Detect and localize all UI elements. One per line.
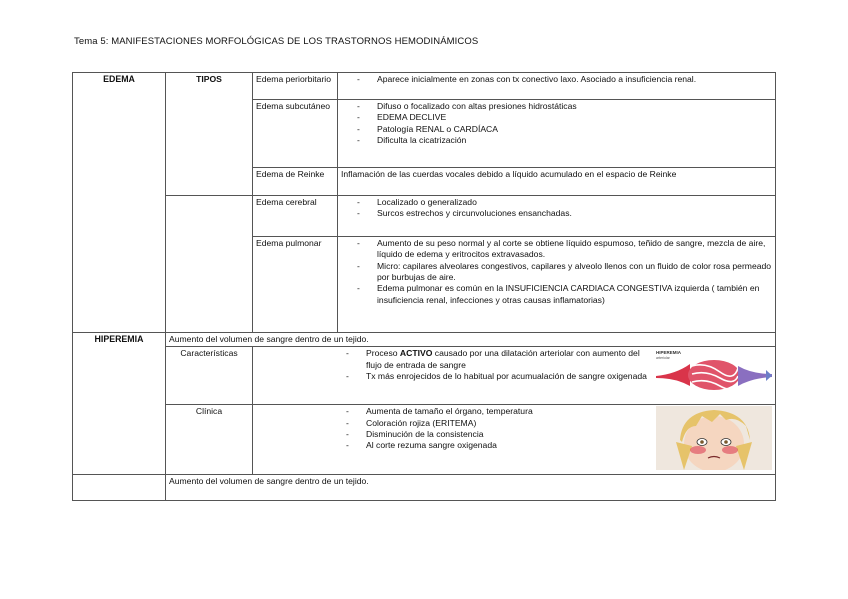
list-item: - Micro: capilares alveolares congestivos, capilares y alveolo llenos con un fluido de color rosa permeado por burbujas de aire. [357, 261, 772, 284]
reinke-desc: Inflamación de las cuerdas vocales debido a líquido acumulado en el espacio de Reinke [338, 168, 776, 196]
list-item: - Surcos estrechos y circunvoluciones ensanchadas. [357, 208, 772, 219]
clinica-desc [253, 405, 776, 475]
list-item: - Aparece inicialmente en zonas con tx conectivo laxo. Asociado a insuficiencia renal. [357, 74, 772, 85]
list-item: - Aumenta de tamaño el órgano, temperatura [346, 406, 652, 417]
periorbitario-desc [338, 73, 776, 100]
list-item: - Aumento de su peso normal y al corte se obtiene líquido espumoso, teñido de sangre, mezcla de aire, líquido de edema y eritrocitos extravasados. [357, 238, 772, 261]
hiperemia-label: HIPEREMIA [73, 333, 166, 475]
blushing-face-illustration [656, 406, 772, 470]
caracteristicas-desc [253, 347, 776, 405]
list-item: - Disminución de la consistencia [346, 429, 652, 440]
cerebral-desc [338, 196, 776, 237]
subcutaneo-desc [338, 100, 776, 168]
summary-table [72, 72, 776, 501]
type-cerebral: Edema cerebral [253, 196, 338, 237]
hiperemia-definition: Aumento del volumen de sangre dentro de un tejido. [166, 333, 776, 347]
diagram-subtitle: arteriolar [656, 356, 670, 361]
type-periorbitario: Edema periorbitario [253, 73, 338, 100]
list-item: - Localizado o generalizado [357, 197, 772, 208]
diagram-title: HIPEREMIA [656, 350, 682, 356]
clinica-label: Clínica [166, 405, 253, 475]
pulmonar-desc [338, 237, 776, 333]
type-pulmonar: Edema pulmonar [253, 237, 338, 333]
list-item: - Dificulta la cicatrización [357, 135, 772, 146]
tipos-label: TIPOS [166, 73, 253, 196]
list-item: - Coloración rojiza (ERITEMA) [346, 418, 652, 429]
type-reinke: Edema de Reinke [253, 168, 338, 196]
list-item: - Tx más enrojecidos de lo habitual por acumualación de sangre oxigenada [346, 371, 652, 382]
activo-emphasis: ACTIVO [399, 348, 433, 359]
list-item: - Al corte rezuma sangre oxigenada [346, 440, 652, 451]
list-item: - Patología RENAL o CARDÍACA [357, 124, 772, 135]
last-row-text: Aumento del volumen de sangre dentro de un tejido. [166, 475, 776, 501]
list-item: - Edema pulmonar es común en la INSUFICIENCIA CARDIACA CONGESTIVA izquierda ( también en insuficiencia renal, infecciones y otras causas inflamatorias) [357, 283, 772, 306]
list-item: - EDEMA DECLIVE [357, 112, 772, 123]
type-subcutaneo: Edema subcutáneo [253, 100, 338, 168]
list-item: - Proceso ACTIVO causado por una dilatación arteriolar con aumento del flujo de entrada de sangre [346, 348, 652, 371]
caracteristicas-label: Características [166, 347, 253, 405]
list-item: - Difuso o focalizado con altas presiones hidrostáticas [357, 101, 772, 112]
edema-label: EDEMA [73, 73, 166, 333]
hyperemia-vessel-diagram [656, 348, 772, 398]
page-header: Tema 5: MANIFESTACIONES MORFOLÓGICAS DE LOS TRASTORNOS HEMODINÁMICOS [74, 36, 479, 47]
